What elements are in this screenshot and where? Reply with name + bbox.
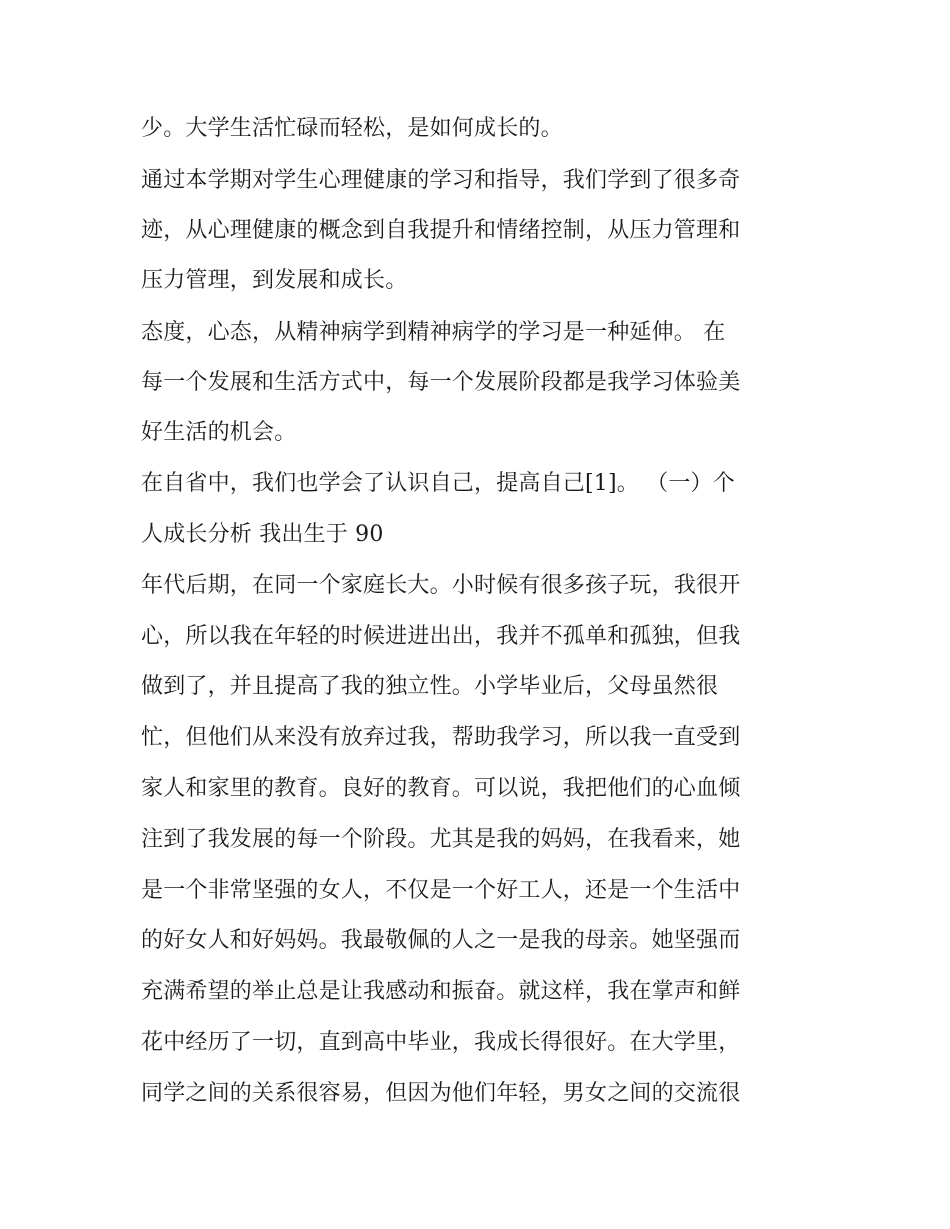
text-line: 好生活的机会。 bbox=[141, 420, 297, 445]
text-line: 每一个发展和生活方式中，每一个发展阶段都是我学习体验美 bbox=[141, 370, 741, 395]
text-line: 的好女人和好妈妈。我最敬佩的人之一是我的母亲。她坚强而 bbox=[141, 928, 741, 953]
text-line: 通过本学期对学生心理健康的学习和指导，我们学到了很多奇 bbox=[141, 168, 741, 193]
text-line: 压力管理，到发展和成长。 bbox=[141, 268, 408, 293]
text-line: 做到了，并且提高了我的独立性。小学毕业后，父母虽然很 bbox=[141, 674, 719, 699]
text-line: 态度，心态，从精神病学到精神病学的学习是一种延伸。 在 bbox=[141, 320, 726, 345]
text-line: 花中经历了一切，直到高中毕业，我成长得很好。在大学里， bbox=[141, 1030, 741, 1055]
text-line: 少。大学生活忙碌而轻松，是如何成长的。 bbox=[141, 116, 563, 141]
text-line: 忙，但他们从来没有放弃过我，帮助我学习，所以我一直受到 bbox=[141, 725, 741, 750]
text-line: 是一个非常坚强的女人，不仅是一个好工人，还是一个生活中 bbox=[141, 878, 741, 903]
text-line: 注到了我发展的每一个阶段。尤其是我的妈妈，在我看来，她 bbox=[141, 827, 741, 852]
text-line: 人成长分析 我出生于 90 bbox=[141, 522, 384, 547]
text-line: 在自省中，我们也学会了认识自己，提高自己[1]。 （一）个 bbox=[141, 471, 735, 496]
text-line: 充满希望的举止总是让我感动和振奋。就这样，我在掌声和鲜 bbox=[141, 979, 741, 1004]
text-line: 同学之间的关系很容易，但因为他们年轻，男女之间的交流很 bbox=[141, 1081, 741, 1106]
text-line: 心，所以我在年轻的时候进进出出，我并不孤单和孤独，但我 bbox=[141, 624, 741, 649]
text-line: 年代后期，在同一个家庭长大。小时候有很多孩子玩，我很开 bbox=[141, 573, 741, 598]
text-line: 家人和家里的教育。良好的教育。可以说，我把他们的心血倾 bbox=[141, 776, 741, 801]
text-line: 迹，从心理健康的概念到自我提升和情绪控制，从压力管理和 bbox=[141, 218, 741, 243]
